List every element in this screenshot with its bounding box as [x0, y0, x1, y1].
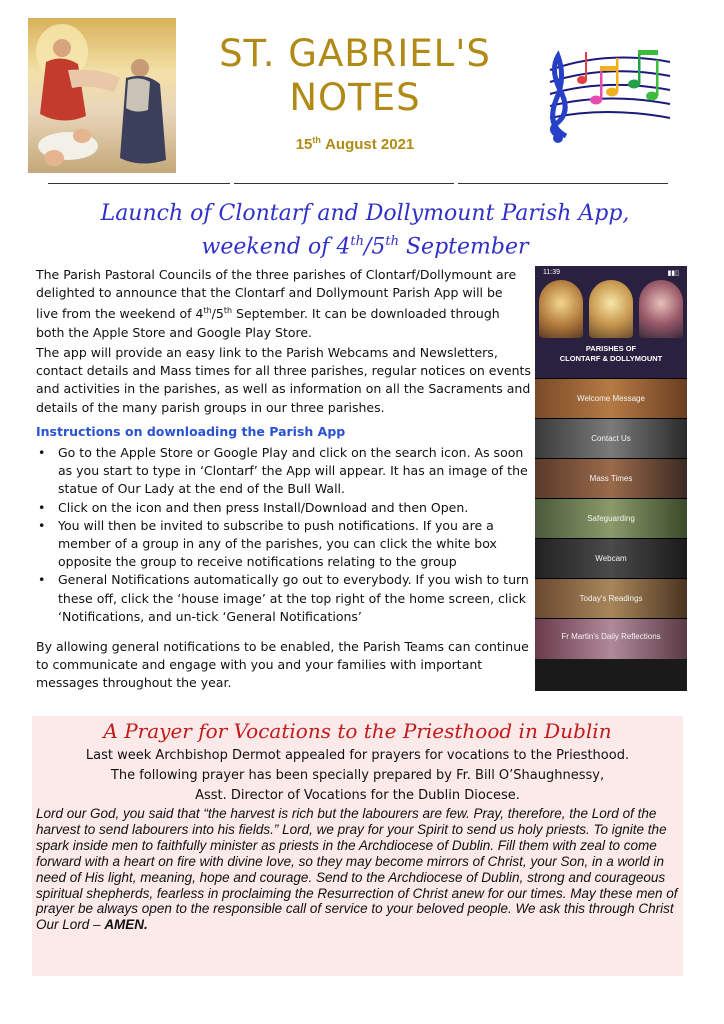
menu-daily-reflections: Fr Martin's Daily Reflections — [535, 618, 687, 659]
para-text: September. It can be downloaded through both the Apple Store and Google Play Store. — [36, 306, 500, 340]
church-photo-2 — [589, 280, 633, 338]
heading-sup: th — [385, 234, 399, 249]
para-sup: th — [223, 306, 233, 316]
list-item: • Go to the Apple Store or Google Play and click on the search icon. As soon as you start to type in ‘Clontarf’ the App will appear. It has an image of the statue of Our Lady at the end of the Bull Wall. — [36, 444, 536, 499]
instructions-heading: Instructions on downloading the Parish App — [36, 424, 346, 439]
prayer-amen: AMEN. — [104, 917, 148, 933]
church-photo-3 — [639, 280, 683, 338]
launch-heading-line-1: Launch of Clontarf and Dollymount Parish App, — [100, 201, 630, 226]
launch-paragraph-3: By allowing general notifications to be enabled, the Parish Teams can continue to communicate and engage with you and your families with important messages throughout the year. — [36, 639, 529, 691]
launch-paragraph-1 — [36, 266, 526, 342]
date-rest: August 2021 — [325, 136, 415, 153]
launch-heading — [40, 200, 690, 261]
menu-todays-readings: Today's Readings — [535, 578, 687, 618]
header-divider-3 — [458, 183, 668, 184]
para-text: /5 — [211, 306, 224, 322]
launch-heading-line-2 — [40, 228, 690, 261]
church-photo-1 — [539, 280, 583, 338]
prayer-body: Lord our God, you said that “the harvest is rich but the labourers are few. Pray, therefore, the Lord of the harvest to send labourers into his fields.” Lord, we pray for your Spirit to send us holy priests. To ignite the spark inside men to faithfully minister as priests in the Archdiocese of Dublin. Fill them with zeal to come forward with a heart on fire with divine love, so they may become mirrors of Christ, your Son, in a world in need of His light, meaning, hope and courage. Send to the Archdiocese of Dublin, strong and courageous spiritual shepherds, fearless in proclaiming the Resurrection of Christ anew for our times. May these men of prayer be always open to the responsible call of service to your beloved people. We ask this through Christ Our Lord – — [36, 806, 678, 933]
heading-text: weekend of 4 — [201, 234, 351, 260]
instructions-list — [36, 444, 536, 626]
para-sup: th — [203, 306, 212, 316]
menu-mass-times: Mass Times — [535, 458, 687, 498]
issue-date — [190, 135, 520, 153]
header-divider-2 — [234, 183, 454, 184]
status-bar — [543, 269, 679, 279]
heading-sup: th — [350, 234, 364, 249]
launch-paragraph-2: The app will provide an easy link to the Parish Webcams and Newsletters, contact details and Mass times for all three parishes, regular notices on events and activities in the parishes, as well as information on all the Sacraments and details of the many parish groups in our three parishes. — [36, 345, 531, 415]
heading-text: /5 — [363, 234, 386, 260]
app-title — [535, 344, 687, 364]
menu-safeguarding: Safeguarding — [535, 498, 687, 538]
music-notes-image — [536, 40, 676, 152]
menu-contact-us: Contact Us — [535, 418, 687, 458]
app-title-line-1: PARISHES OF — [585, 344, 637, 353]
title-line-1: ST. GABRIEL'S — [219, 32, 491, 75]
list-item: • General Notifications automatically go out to everybody. If you wish to turn these off, click the ‘house image’ at the top right of the home screen, click ‘Notifications, and un-tick ‘General Notifications’ — [36, 571, 536, 626]
heading-text: September — [398, 234, 529, 260]
header-divider-1 — [48, 183, 230, 184]
app-title-line-2: CLONTARF & DOLLYMOUNT — [559, 354, 663, 363]
parish-app-screenshot — [535, 266, 687, 691]
newsletter-title — [190, 32, 520, 120]
list-item: • Click on the icon and then press Install/Download and then Open. — [36, 499, 536, 517]
prayer-intro-line-2: The following prayer has been specially prepared by Fr. Bill O’Shaughnessy, — [110, 768, 605, 783]
battery-icon: ▮▮▯ — [667, 270, 679, 277]
list-item: • You will then be invited to subscribe to push notifications. If you are a member of a group in any of the parishes, you can click the white box opposite the group to receive notifications relating to the group — [36, 517, 536, 572]
title-line-2: NOTES — [289, 76, 421, 119]
app-header — [535, 266, 687, 378]
menu-webcam: Webcam — [535, 538, 687, 578]
date-suffix: th — [312, 135, 321, 145]
menu-welcome-message: Welcome Message — [535, 378, 687, 418]
date-day: 15 — [295, 136, 313, 153]
para-text: The Parish Pastoral Councils of the three parishes of Clontarf/Dollymount are delighted to announce that the Clontarf and Dollymount Parish App will be live from the weekend of 4 — [36, 267, 517, 322]
religious-painting — [28, 18, 176, 173]
prayer-intro-line-1: Last week Archbishop Dermot appealed for prayers for vocations to the Priesthood. — [85, 748, 630, 763]
prayer-intro-line-3: Asst. Director of Vocations for the Dublin Diocese. — [195, 788, 520, 803]
status-time: 11:39 — [543, 269, 560, 276]
prayer-heading: A Prayer for Vocations to the Priesthood in Dublin — [103, 719, 612, 743]
prayer-text — [36, 806, 681, 933]
